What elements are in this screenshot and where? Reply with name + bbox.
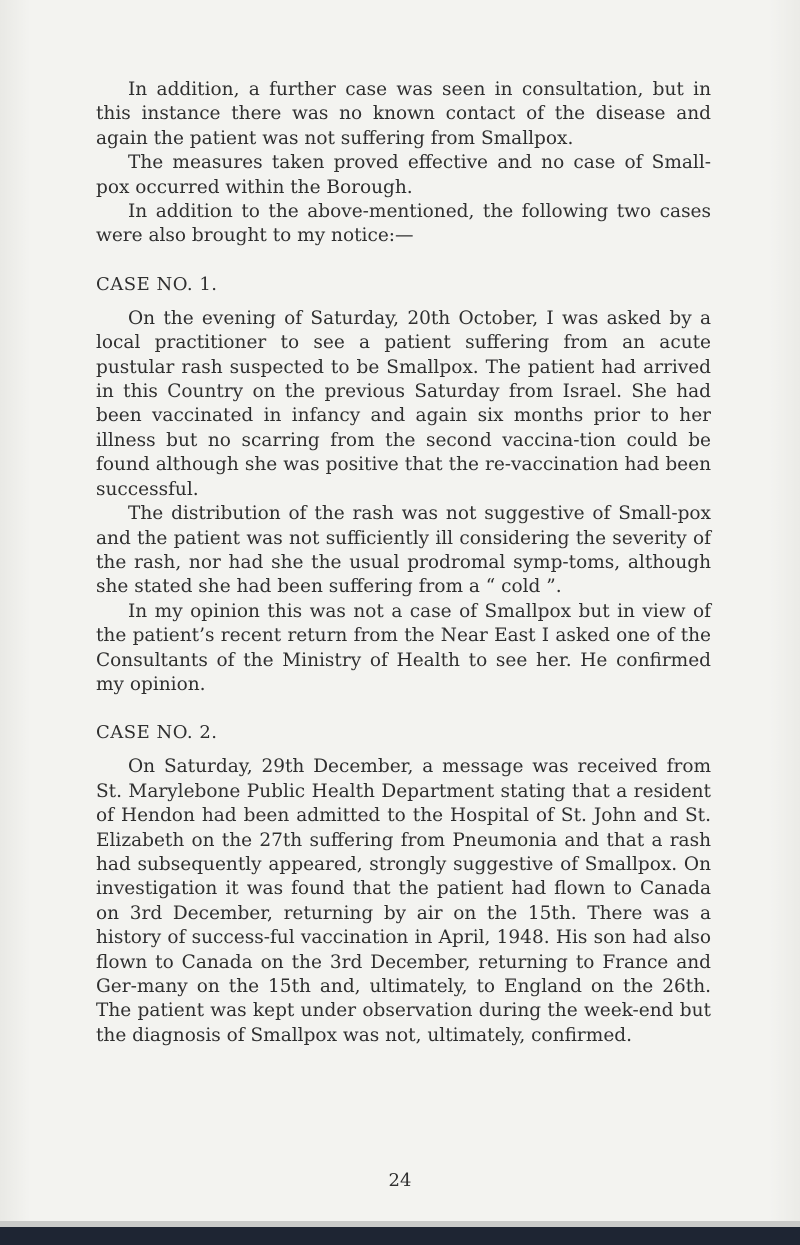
spacer [96, 297, 711, 307]
case-2-heading: CASE NO. 2. [96, 722, 218, 744]
spacer [96, 745, 711, 755]
spacer [96, 249, 711, 273]
intro-paragraph-1: In addition, a further case was seen in consultation, but in this instance there was no known contact of the disease and again the patient was not suffering from Smallpox. [96, 79, 711, 149]
case-2-paragraph-1: On Saturday, 29th December, a message was received from St. Marylebone Public Health Department stating that a resident of Hendon had been admitted to the Hospital of St. John and St. Elizabeth on the 27th suffering from Pneumonia and that a rash had subsequently appeared, strongly suggestive of Smallpox. On investigation it was found that the patient had flown to Canada on 3rd December, returning by air on the 15th. There was a history of success-ful vaccination in April, 1948. His son had also flown to Canada on the 3rd December, returning to France and Ger-many on the 15th and, ultimately, to England on the 26th. The patient was kept under observation during the week-end but the diagnosis of Smallpox was not, ultimately, confirmed. [96, 756, 711, 1046]
intro-paragraph-3: In addition to the above-mentioned, the following two cases were also brought to my notice:— [96, 201, 711, 247]
spacer [96, 697, 711, 721]
page-number: 24 [388, 1170, 412, 1191]
case-1-paragraph-1: On the evening of Saturday, 20th October, I was asked by a local practitioner to see a patient suffering from an acute pustular rash suspected to be Smallpox. The patient had arrived in this Country on the previous Saturday from Israel. She had been vaccinated in infancy and again six months prior to her illness but no scarring from the second vaccina-tion could be found although she was positive that the re-vaccination had been successful. [96, 307, 711, 500]
scan-border [0, 1227, 800, 1245]
case-1-paragraph-3: In my opinion this was not a case of Smallpox but in view of the patient’s recent return from the Near East I asked one of the Consultants of the Ministry of Health to see her. He confirmed my opinion. [96, 600, 711, 695]
intro-paragraph-2: The measures taken proved effective and no case of Small-pox occurred within the Borough. [96, 152, 711, 198]
body-text [96, 78, 711, 1048]
case-1-heading: CASE NO. 1. [96, 273, 218, 295]
case-1-paragraph-2: The distribution of the rash was not suggestive of Small-pox and the patient was not sufficiently ill considering the severity of the rash, nor had she the usual prodromal symp-toms, although she stated she had been suffering from a “ cold ”. [96, 503, 711, 598]
